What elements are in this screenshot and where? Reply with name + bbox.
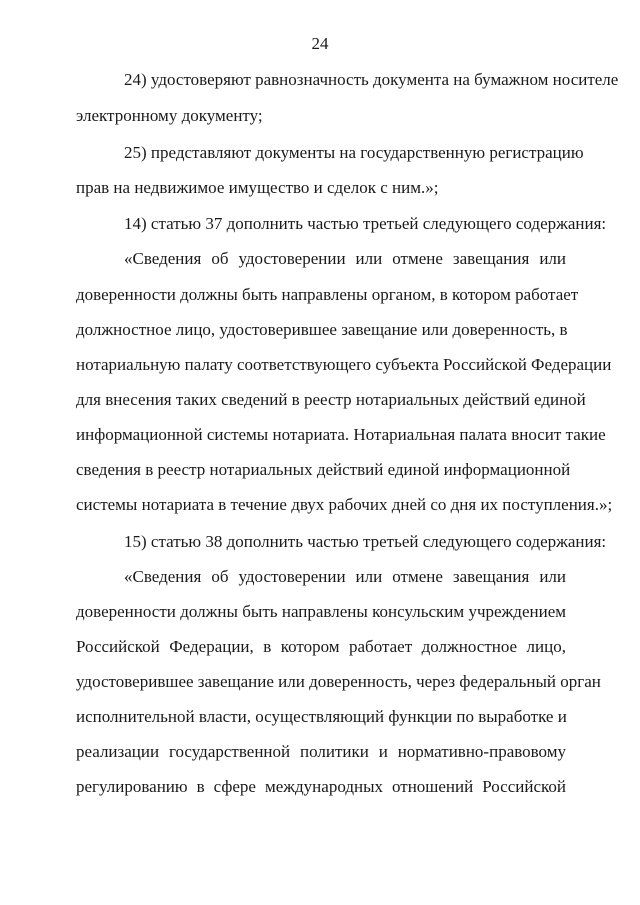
text-line: 14) статью 37 дополнить частью третьей следующего содержания: <box>124 214 607 233</box>
text-line: 25) представляют документы на государственную регистрацию <box>124 143 584 162</box>
text-line: нотариальную палату соответствующего субъекта Российской Федерации <box>76 355 612 374</box>
text-line: информационной системы нотариата. Нотариальная палата вносит такие <box>76 425 606 444</box>
text-line: удостоверившее завещание или доверенность, через федеральный орган <box>76 672 601 691</box>
text-line: «Сведения об удостоверении или отмене завещания или <box>124 567 566 586</box>
text-line: реализации государственной политики и нормативно-правовому <box>76 742 566 761</box>
text-line: Российской Федерации, в котором работает должностное лицо, <box>76 637 566 656</box>
text-line: для внесения таких сведений в реестр нотариальных действий единой <box>76 390 586 409</box>
text-line: сведения в реестр нотариальных действий единой информационной <box>76 460 571 479</box>
text-line: исполнительной власти, осуществляющий функции по выработке и <box>76 707 567 726</box>
text-line: доверенности должны быть направлены консульским учреждением <box>76 602 566 621</box>
text-line: «Сведения об удостоверении или отмене завещания или <box>124 249 566 268</box>
page-number: 24 <box>311 34 329 53</box>
text-line: системы нотариата в течение двух рабочих дней со дня их поступления.»; <box>76 495 613 514</box>
text-line: должностное лицо, удостоверившее завещание или доверенность, в <box>76 320 568 339</box>
text-line: 15) статью 38 дополнить частью третьей следующего содержания: <box>124 532 607 551</box>
text-line: электронному документу; <box>76 106 263 125</box>
text-line: 24) удостоверяют равнозначность документа на бумажном носителе <box>124 70 619 89</box>
text-line: доверенности должны быть направлены органом, в котором работает <box>76 285 579 304</box>
text-line: регулированию в сфере международных отношений Российской <box>76 777 566 796</box>
text-line: прав на недвижимое имущество и сделок с ним.»; <box>76 178 439 197</box>
